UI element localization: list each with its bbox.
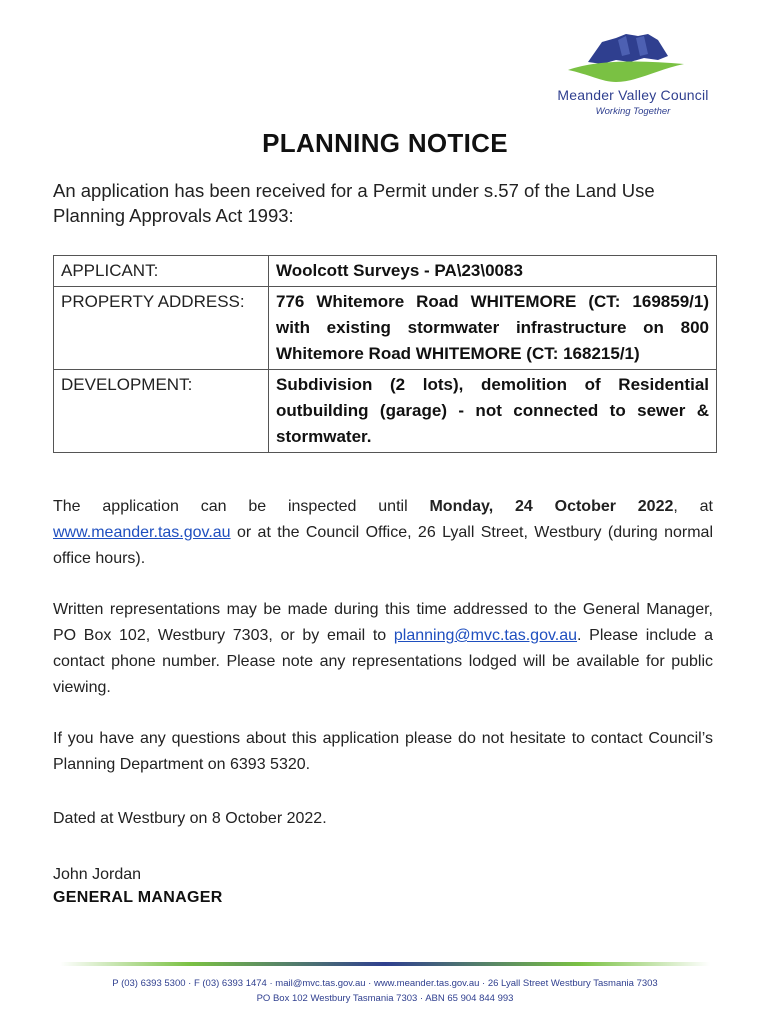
intro-text: An application has been received for a Permit under s.57 of the Land Use Planning Approvals Act 1993: — [53, 180, 655, 226]
website-link[interactable]: www.meander.tas.gov.au — [53, 524, 231, 541]
mountain-logo-icon — [566, 30, 686, 86]
property-address-value: 776 Whitemore Road WHITEMORE (CT: 169859/1) with existing stormwater infrastructure on 800 Whitemore Road WHITEMORE (CT: 168215/1) — [269, 287, 717, 370]
org-name: Meander Valley Council — [557, 87, 709, 103]
dated-line: Dated at Westbury on 8 October 2022. — [53, 810, 327, 827]
representations-text-a: Written representations may be made during this time addressed to the General Manager, PO Box 102, Westbury 7303, or by email to — [53, 601, 713, 644]
signatory-name: John Jordan — [53, 866, 142, 883]
inspection-deadline: Monday, 24 October 2022 — [429, 498, 674, 515]
table-row — [54, 370, 717, 453]
council-logo — [548, 30, 718, 122]
footer-address-line: PO Box 102 Westbury Tasmania 7303 · ABN 65 904 844 993 — [256, 993, 514, 1004]
development-label: DEVELOPMENT: — [54, 370, 269, 453]
footer-contact-line: P (03) 6393 5300 · F (03) 6393 1474 · mail@mvc.tas.gov.au · www.meander.tas.gov.au · 26 Lyall Street Westbury Tasmania 7303 — [112, 978, 658, 989]
signatory-title: GENERAL MANAGER — [53, 889, 223, 906]
questions-paragraph: If you have any questions about this application please do not hesitate to contact Council’s Planning Department on 6393 5320. — [53, 730, 713, 773]
table-row — [54, 256, 717, 287]
representations-text-b: . Please include a contact phone number. Please note any representations lodged will be available for public viewing. — [53, 627, 714, 696]
table-row — [54, 287, 717, 370]
applicant-label: APPLICANT: — [54, 256, 269, 287]
application-details-table — [53, 255, 717, 453]
inspection-paragraph — [53, 494, 713, 572]
inspection-text-b: , at — [673, 498, 714, 515]
development-value: Subdivision (2 lots), demolition of Residential outbuilding (garage) - not connected to sewer & stormwater. — [269, 370, 717, 453]
page-title: PLANNING NOTICE — [262, 128, 508, 158]
applicant-value: Woolcott Surveys - PA\23\0083 — [269, 256, 717, 287]
footer-divider — [60, 962, 710, 966]
property-address-label: PROPERTY ADDRESS: — [54, 287, 269, 370]
email-link[interactable]: planning@mvc.tas.gov.au — [393, 627, 578, 644]
representations-paragraph — [53, 597, 713, 701]
inspection-text-a: The application can be inspected until — [53, 498, 430, 515]
inspection-text-c: or at the Council Office, 26 Lyall Street, Westbury (during normal office hours). — [53, 524, 713, 567]
org-tagline: Working Together — [595, 106, 671, 117]
